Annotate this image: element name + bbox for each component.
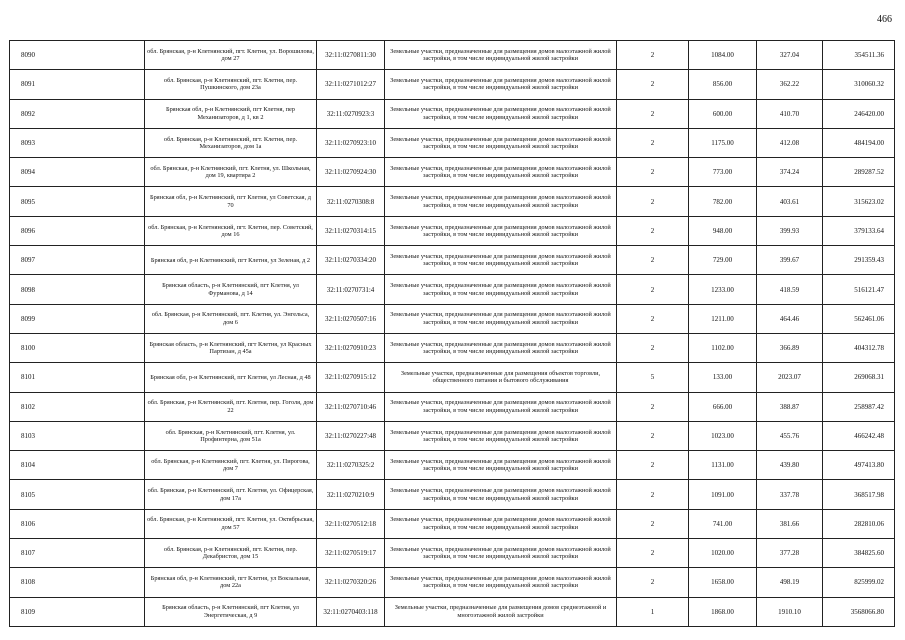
land-use-cell: Земельные участки, предназначенные для размещения домов малоэтажной жилой застройки, в том числе индивидуальной жилой застройки (385, 41, 617, 70)
table-row (10, 333, 895, 362)
land-use-cell: Земельные участки, предназначенные для размещения домов малоэтажной жилой застройки, в том числе индивидуальной жилой застройки (385, 509, 617, 538)
table-row (10, 216, 895, 245)
specific-value-cell: 455.76 (757, 421, 823, 450)
group-cell: 2 (617, 246, 689, 275)
group-cell: 2 (617, 392, 689, 421)
cadastral-value-cell: 310060.32 (823, 70, 895, 99)
area-cell: 1084.00 (689, 41, 757, 70)
land-use-cell: Земельные участки, предназначенные для размещения домов малоэтажной жилой застройки, в том числе индивидуальной жилой застройки (385, 333, 617, 362)
specific-value-cell: 418.59 (757, 275, 823, 304)
address-cell: Брянская обл, р-н Клетнянский, пгт Клетня, пер Механизаторов, д 1, кв 2 (145, 99, 317, 128)
specific-value-cell: 412.08 (757, 128, 823, 157)
table-row (10, 363, 895, 392)
table-row (10, 597, 895, 626)
row-number: 8094 (10, 158, 145, 187)
area-cell: 1102.00 (689, 333, 757, 362)
specific-value-cell: 377.28 (757, 539, 823, 568)
specific-value-cell: 399.67 (757, 246, 823, 275)
land-use-cell: Земельные участки, предназначенные для размещения домов малоэтажной жилой застройки, в том числе индивидуальной жилой застройки (385, 216, 617, 245)
cadastral-value-cell: 258987.42 (823, 392, 895, 421)
cadastral-value-cell: 3568066.80 (823, 597, 895, 626)
table-row (10, 480, 895, 509)
row-number: 8092 (10, 99, 145, 128)
specific-value-cell: 327.04 (757, 41, 823, 70)
address-cell: Брянская обл, р-н Клетнянский, пгт Клетня, ул Вокзальная, дом 22а (145, 568, 317, 597)
area-cell: 600.00 (689, 99, 757, 128)
specific-value-cell: 403.61 (757, 187, 823, 216)
specific-value-cell: 374.24 (757, 158, 823, 187)
cadastral-value-cell: 516121.47 (823, 275, 895, 304)
row-number: 8095 (10, 187, 145, 216)
row-number: 8097 (10, 246, 145, 275)
cadastral-value-cell: 379133.64 (823, 216, 895, 245)
area-cell: 773.00 (689, 158, 757, 187)
specific-value-cell: 399.93 (757, 216, 823, 245)
page-number: 466 (877, 14, 892, 25)
land-use-cell: Земельные участки, предназначенные для размещения домов малоэтажной жилой застройки, в том числе индивидуальной жилой застройки (385, 158, 617, 187)
cadastral-value-cell: 484194.00 (823, 128, 895, 157)
group-cell: 2 (617, 158, 689, 187)
cadastral-number-cell: 32:11:0270519:17 (317, 539, 385, 568)
table-row (10, 70, 895, 99)
group-cell: 2 (617, 304, 689, 333)
area-cell: 1131.00 (689, 451, 757, 480)
address-cell: Брянская область, р-н Клетнянский, пгт Клетня, ул Фурманова, д 14 (145, 275, 317, 304)
address-cell: обл. Брянская, р-н Клетнянский, пгт. Клетня, пер. Декабристов, дом 15 (145, 539, 317, 568)
cadastral-value-cell: 269068.31 (823, 363, 895, 392)
land-use-cell: Земельные участки, предназначенные для размещения домов малоэтажной жилой застройки, в том числе индивидуальной жилой застройки (385, 99, 617, 128)
table-row (10, 304, 895, 333)
land-use-cell: Земельные участки, предназначенные для размещения домов малоэтажной жилой застройки, в том числе индивидуальной жилой застройки (385, 70, 617, 99)
group-cell: 2 (617, 187, 689, 216)
cadastral-number-cell: 32:11:0270924:30 (317, 158, 385, 187)
area-cell: 1868.00 (689, 597, 757, 626)
address-cell: обл. Брянская, р-н Клетнянский, пгт. Клетня, ул. Пирогова, дом 7 (145, 451, 317, 480)
specific-value-cell: 410.70 (757, 99, 823, 128)
group-cell: 2 (617, 421, 689, 450)
row-number: 8104 (10, 451, 145, 480)
cadastral-number-cell: 32:11:0270910:23 (317, 333, 385, 362)
cadastral-number-cell: 32:11:0270915:12 (317, 363, 385, 392)
specific-value-cell: 464.46 (757, 304, 823, 333)
address-cell: обл. Брянская, р-н Клетнянский, пгт. Клетня, ул. Ворошилова, дом 27 (145, 41, 317, 70)
address-cell: Брянская область, р-н Клетнянский, пгт Клетня, ул Красных Партизан, д 45а (145, 333, 317, 362)
address-cell: обл. Брянская, р-н Клетнянский, пгт. Клетня, ул. Энгельса, дом 6 (145, 304, 317, 333)
cadastral-value-cell: 384825.60 (823, 539, 895, 568)
area-cell: 856.00 (689, 70, 757, 99)
address-cell: обл. Брянская, р-н Клетнянский, пгт. Клетня, пер. Пушкинского, дом 23а (145, 70, 317, 99)
row-number: 8108 (10, 568, 145, 597)
group-cell: 2 (617, 216, 689, 245)
row-number: 8107 (10, 539, 145, 568)
cadastral-number-cell: 32:11:0270811:30 (317, 41, 385, 70)
row-number: 8103 (10, 421, 145, 450)
land-plot-table (9, 40, 895, 627)
cadastral-number-cell: 32:11:0270507:16 (317, 304, 385, 333)
area-cell: 1175.00 (689, 128, 757, 157)
cadastral-value-cell: 315623.02 (823, 187, 895, 216)
area-cell: 666.00 (689, 392, 757, 421)
land-use-cell: Земельные участки, предназначенные для размещения домов малоэтажной жилой застройки, в том числе индивидуальной жилой застройки (385, 304, 617, 333)
specific-value-cell: 1910.10 (757, 597, 823, 626)
cadastral-number-cell: 32:11:0270923:10 (317, 128, 385, 157)
specific-value-cell: 337.78 (757, 480, 823, 509)
cadastral-number-cell: 32:11:0270227:48 (317, 421, 385, 450)
area-cell: 948.00 (689, 216, 757, 245)
cadastral-value-cell: 291359.43 (823, 246, 895, 275)
cadastral-number-cell: 32:11:0270308:8 (317, 187, 385, 216)
row-number: 8109 (10, 597, 145, 626)
row-number: 8096 (10, 216, 145, 245)
cadastral-value-cell: 562461.06 (823, 304, 895, 333)
table-row (10, 246, 895, 275)
group-cell: 2 (617, 333, 689, 362)
cadastral-number-cell: 32:11:0270403:118 (317, 597, 385, 626)
cadastral-value-cell: 825999.02 (823, 568, 895, 597)
area-cell: 1211.00 (689, 304, 757, 333)
table-row (10, 99, 895, 128)
cadastral-value-cell: 289287.52 (823, 158, 895, 187)
group-cell: 5 (617, 363, 689, 392)
specific-value-cell: 2023.07 (757, 363, 823, 392)
land-use-cell: Земельные участки, предназначенные для размещения домов малоэтажной жилой застройки, в том числе индивидуальной жилой застройки (385, 480, 617, 509)
cadastral-value-cell: 497413.80 (823, 451, 895, 480)
area-cell: 1020.00 (689, 539, 757, 568)
land-use-cell: Земельные участки, предназначенные для размещения объектов торговли, общественного питания и бытового обслуживания (385, 363, 617, 392)
cadastral-number-cell: 32:11:0270334:20 (317, 246, 385, 275)
cadastral-number-cell: 32:11:0270314:15 (317, 216, 385, 245)
row-number: 8091 (10, 70, 145, 99)
table-row (10, 128, 895, 157)
land-use-cell: Земельные участки, предназначенные для размещения домов малоэтажной жилой застройки, в том числе индивидуальной жилой застройки (385, 421, 617, 450)
area-cell: 1091.00 (689, 480, 757, 509)
cadastral-number-cell: 32:11:0271012:27 (317, 70, 385, 99)
cadastral-value-cell: 354511.36 (823, 41, 895, 70)
table-body (10, 41, 895, 627)
cadastral-number-cell: 32:11:0270923:3 (317, 99, 385, 128)
land-use-cell: Земельные участки, предназначенные для размещения домов малоэтажной жилой застройки, в том числе индивидуальной жилой застройки (385, 246, 617, 275)
cadastral-value-cell: 368517.98 (823, 480, 895, 509)
group-cell: 2 (617, 451, 689, 480)
land-use-cell: Земельные участки, предназначенные для размещения домов малоэтажной жилой застройки, в том числе индивидуальной жилой застройки (385, 539, 617, 568)
area-cell: 1233.00 (689, 275, 757, 304)
group-cell: 2 (617, 539, 689, 568)
address-cell: обл. Брянская, р-н Клетнянский, пгт. Клетня, ул. Офицерская, дом 17а (145, 480, 317, 509)
cadastral-number-cell: 32:11:0270320:26 (317, 568, 385, 597)
land-use-cell: Земельные участки, предназначенные для размещения домов среднеэтажной и многоэтажной жилой застройки (385, 597, 617, 626)
address-cell: обл. Брянская, р-н Клетнянский, пгт. Клетня, ул. Школьная, дом 19, квартира 2 (145, 158, 317, 187)
address-cell: обл. Брянская, р-н Клетнянский, пгт. Клетня, ул. Профинтерна, дом 51а (145, 421, 317, 450)
table-row (10, 509, 895, 538)
address-cell: обл. Брянская, р-н Клетнянский, пгт. Клетня, пер. Гоголя, дом 22 (145, 392, 317, 421)
cadastral-number-cell: 32:11:0270325:2 (317, 451, 385, 480)
address-cell: обл. Брянская, р-н Клетнянский, пгт. Клетня, пер. Механизаторов, дом 1а (145, 128, 317, 157)
table-row (10, 275, 895, 304)
group-cell: 2 (617, 99, 689, 128)
address-cell: Брянская область, р-н Клетнянский, пгт Клетня, ул Энергетическая, д 9 (145, 597, 317, 626)
table-row (10, 187, 895, 216)
row-number: 8100 (10, 333, 145, 362)
row-number: 8093 (10, 128, 145, 157)
row-number: 8106 (10, 509, 145, 538)
specific-value-cell: 381.66 (757, 509, 823, 538)
cadastral-number-cell: 32:11:0270710:46 (317, 392, 385, 421)
address-cell: Брянская обл, р-н Клетнянский, пгт Клетня, ул Зеленая, д 2 (145, 246, 317, 275)
group-cell: 2 (617, 275, 689, 304)
group-cell: 2 (617, 509, 689, 538)
cadastral-number-cell: 32:11:0270512:18 (317, 509, 385, 538)
row-number: 8105 (10, 480, 145, 509)
table-row (10, 41, 895, 70)
table-row (10, 392, 895, 421)
cadastral-value-cell: 282810.06 (823, 509, 895, 538)
area-cell: 1658.00 (689, 568, 757, 597)
specific-value-cell: 362.22 (757, 70, 823, 99)
cadastral-number-cell: 32:11:0270210:9 (317, 480, 385, 509)
specific-value-cell: 366.89 (757, 333, 823, 362)
specific-value-cell: 439.80 (757, 451, 823, 480)
group-cell: 2 (617, 568, 689, 597)
land-use-cell: Земельные участки, предназначенные для размещения домов малоэтажной жилой застройки, в том числе индивидуальной жилой застройки (385, 187, 617, 216)
cadastral-value-cell: 246420.00 (823, 99, 895, 128)
area-cell: 133.00 (689, 363, 757, 392)
land-use-cell: Земельные участки, предназначенные для размещения домов малоэтажной жилой застройки, в том числе индивидуальной жилой застройки (385, 275, 617, 304)
address-cell: Брянская обл, р-н Клетнянский, пгт Клетня, ул Советская, д 70 (145, 187, 317, 216)
cadastral-value-cell: 404312.78 (823, 333, 895, 362)
land-use-cell: Земельные участки, предназначенные для размещения домов малоэтажной жилой застройки, в том числе индивидуальной жилой застройки (385, 568, 617, 597)
area-cell: 741.00 (689, 509, 757, 538)
land-use-cell: Земельные участки, предназначенные для размещения домов малоэтажной жилой застройки, в том числе индивидуальной жилой застройки (385, 451, 617, 480)
cadastral-number-cell: 32:11:0270731:4 (317, 275, 385, 304)
row-number: 8099 (10, 304, 145, 333)
specific-value-cell: 498.19 (757, 568, 823, 597)
table-row (10, 421, 895, 450)
address-cell: обл. Брянская, р-н Клетнянский, пгт. Клетня, пер. Советский, дом 16 (145, 216, 317, 245)
table-row (10, 451, 895, 480)
group-cell: 2 (617, 128, 689, 157)
address-cell: обл. Брянская, р-н Клетнянский, пгт. Клетня, ул. Октябрьская, дом 57 (145, 509, 317, 538)
area-cell: 1023.00 (689, 421, 757, 450)
table-row (10, 539, 895, 568)
address-cell: Брянская обл, р-н Клетнянский, пгт Клетня, ул Лесная, д 48 (145, 363, 317, 392)
row-number: 8102 (10, 392, 145, 421)
cadastral-value-cell: 466242.48 (823, 421, 895, 450)
land-use-cell: Земельные участки, предназначенные для размещения домов малоэтажной жилой застройки, в том числе индивидуальной жилой застройки (385, 392, 617, 421)
area-cell: 782.00 (689, 187, 757, 216)
specific-value-cell: 388.87 (757, 392, 823, 421)
row-number: 8098 (10, 275, 145, 304)
row-number: 8101 (10, 363, 145, 392)
table-row (10, 568, 895, 597)
table-row (10, 158, 895, 187)
group-cell: 2 (617, 70, 689, 99)
area-cell: 729.00 (689, 246, 757, 275)
land-use-cell: Земельные участки, предназначенные для размещения домов малоэтажной жилой застройки, в том числе индивидуальной жилой застройки (385, 128, 617, 157)
row-number: 8090 (10, 41, 145, 70)
group-cell: 2 (617, 480, 689, 509)
group-cell: 2 (617, 41, 689, 70)
group-cell: 1 (617, 597, 689, 626)
